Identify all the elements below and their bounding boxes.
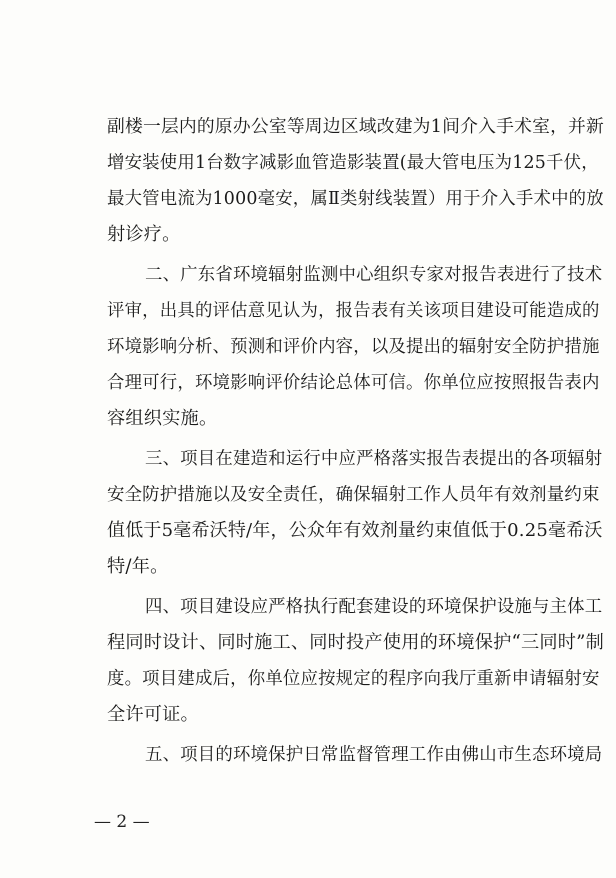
text-line: 值低于5毫希沃特/年，公众年有效剂量约束值低于0.25毫希沃 (107, 520, 603, 541)
page-number: — 2 — (94, 812, 150, 832)
text-line: 特/年。 (107, 556, 169, 577)
text-line: 安全防护措施以及安全责任，确保辐射工作人员年有效剂量约束 (107, 485, 600, 505)
text-line: 最大管电流为1000毫安，属Ⅱ类射线装置）用于介入手术中的放 (107, 189, 604, 209)
paragraph-5-start: 五、项目的环境保护日常监督管理工作由佛山市生态环境局 (145, 745, 603, 765)
text-line: 增安装使用1台数字减影血管造影装置(最大管电压为125千伏， (107, 153, 599, 173)
text-line: 程同时设计、同时施工、同时投产使用的环境保护“三同时”制 (107, 632, 605, 653)
text-line: 度。项目建成后，你单位应按规定的程序向我厅重新申请辐射安 (107, 669, 600, 689)
text-line: 环境影响分析、预测和评价内容，以及提出的辐射安全防护措施 (107, 337, 600, 357)
paragraph-3-start: 三、项目在建造和运行中应严格落实报告表提出的各项辐射 (145, 449, 603, 469)
text-line: 副楼一层内的原办公室等周边区域改建为1间介入手术室，并新 (107, 116, 605, 137)
text-line: 容组织实施。 (107, 408, 218, 429)
text-line: 合理可行，环境影响评价结论总体可信。你单位应按照报告表内 (107, 373, 600, 393)
text-line: 评审，出具的评估意见认为，报告表有关该项目建设可能造成的 (107, 301, 600, 321)
paragraph-2-start: 二、广东省环境辐射监测中心组织专家对报告表进行了技术 (145, 265, 603, 285)
text-line: 射诊疗。 (107, 224, 181, 245)
paragraph-4-start: 四、项目建设应严格执行配套建设的环境保护设施与主体工 (145, 597, 603, 617)
text-line: 全许可证。 (107, 704, 199, 725)
